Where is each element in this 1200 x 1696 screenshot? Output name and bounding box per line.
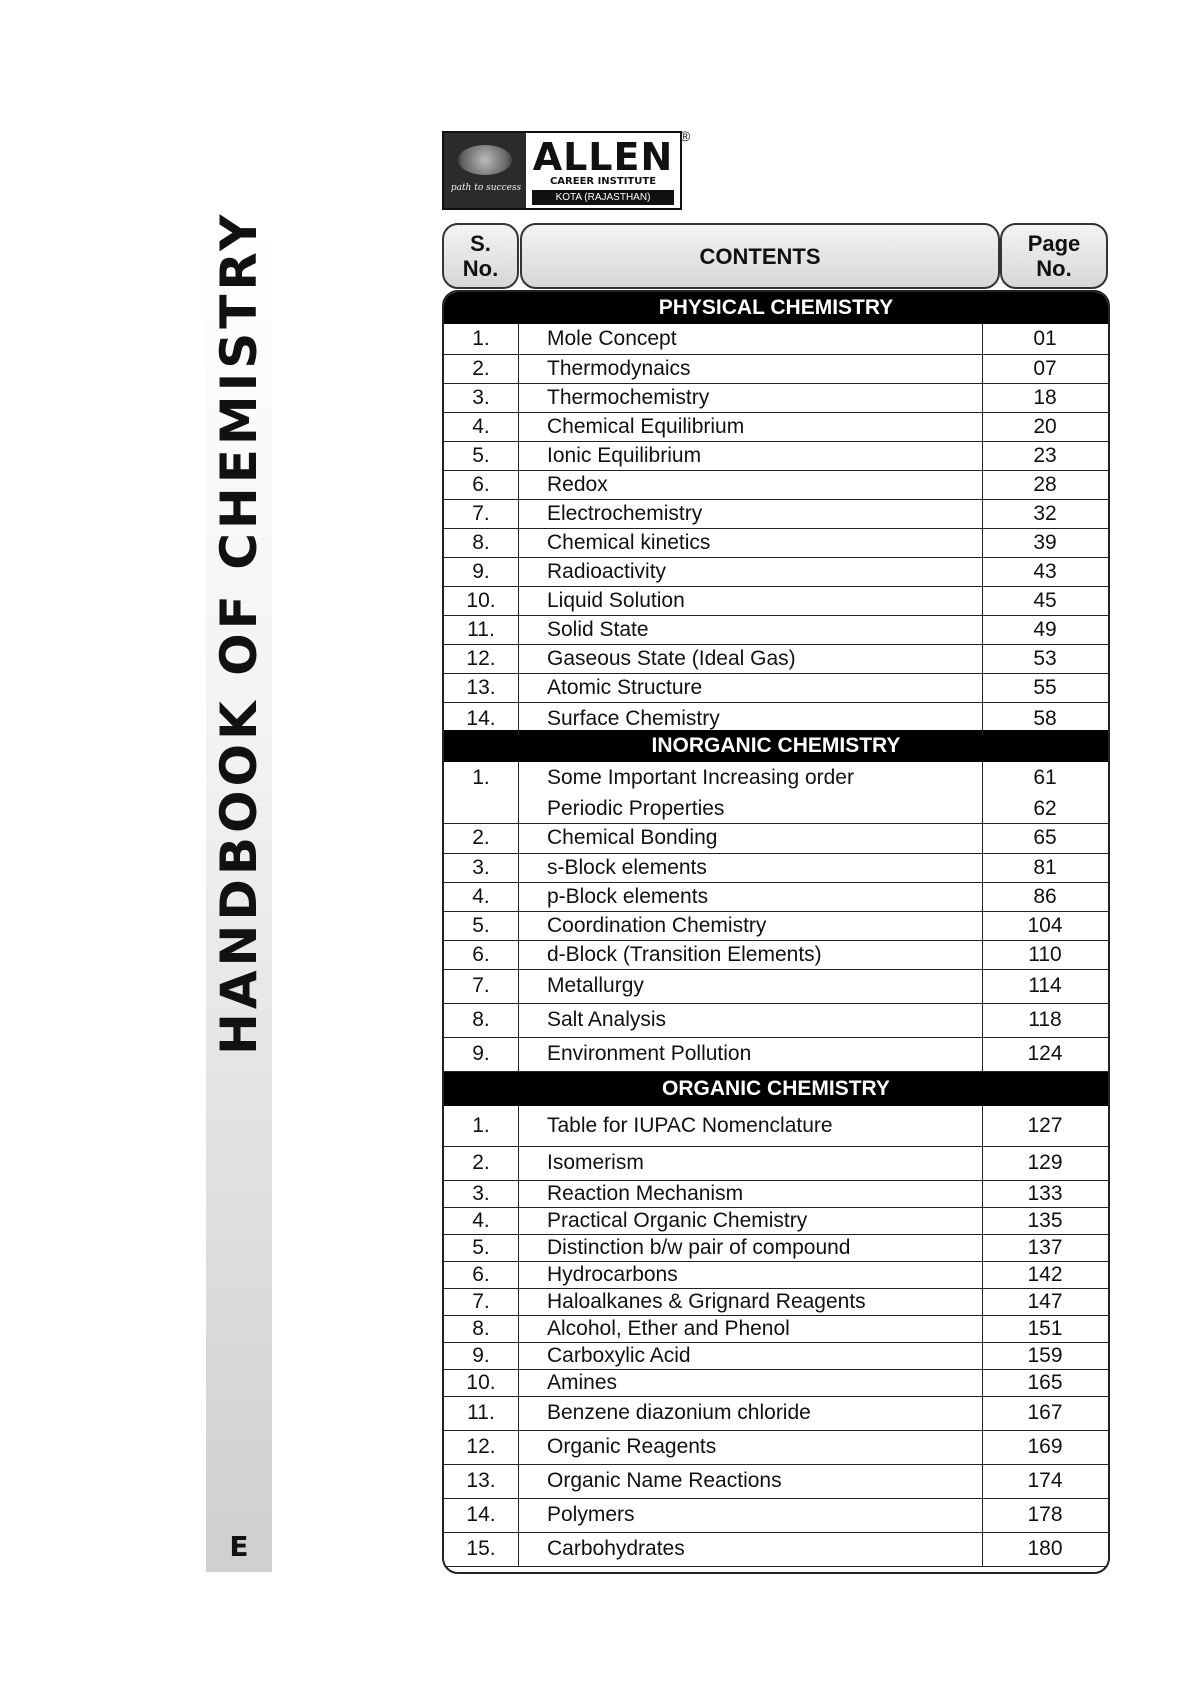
table-row [444,762,1108,794]
table-row [444,823,1108,854]
chapter-title: Carboxylic Acid [547,1344,691,1367]
page-number: 65 [1033,826,1057,849]
table-row [444,1288,1108,1316]
edition-letter: E [229,1530,249,1563]
header-contents [520,223,1000,289]
column-divider [518,324,519,735]
serial-number: 11. [467,1401,495,1424]
table-row [444,1146,1108,1181]
serial-number: 9. [472,560,490,583]
chapter-title: Radioactivity [547,560,667,583]
table-row [444,1106,1108,1147]
serial-number: 7. [472,1290,490,1313]
table-row [444,1207,1108,1235]
serial-number: 8. [472,1317,490,1340]
column-divider [982,324,983,735]
table-row [444,499,1108,529]
serial-number: 1. [472,766,490,789]
serial-number: 1. [472,1114,490,1137]
chapter-title: p-Block elements [547,885,709,908]
page-number: 01 [1033,327,1057,350]
chapter-title: d-Block (Transition Elements) [547,943,822,966]
page-number: 129 [1027,1151,1063,1174]
table-row [444,586,1108,616]
page-number: 86 [1033,885,1057,908]
chapter-title: Ionic Equilibrium [547,444,702,467]
chapter-title: Chemical kinetics [547,531,711,554]
table-row [444,853,1108,883]
page-number: 23 [1033,444,1057,467]
chapter-title: Distinction b/w pair of compound [547,1236,851,1259]
chapter-title: Electrochemistry [547,502,703,525]
table-row [444,673,1108,703]
table-row [444,1234,1108,1262]
logo-emblem-panel [444,133,526,208]
serial-number: 10. [466,1371,496,1394]
table-row [444,528,1108,558]
table-row [444,383,1108,413]
chapter-title: Salt Analysis [547,1008,667,1031]
table-row [444,1180,1108,1208]
chapter-title: Periodic Properties [547,797,725,820]
table-row [444,324,1108,355]
book-title: HANDBOOK OF CHEMISTRY [210,210,268,1055]
serial-number: 8. [472,531,490,554]
serial-number: 7. [472,502,490,525]
chapter-title: Table for IUPAC Nomenclature [547,1114,833,1137]
serial-number: 13. [466,1469,496,1492]
allen-logo [442,131,682,210]
chapter-title: Coordination Chemistry [547,914,767,937]
table-row [444,1261,1108,1289]
column-divider [982,1106,983,1566]
chapter-title: s-Block elements [547,856,707,879]
chapter-title: Surface Chemistry [547,707,720,730]
serial-number: 9. [472,1042,490,1065]
page-number: 135 [1027,1209,1063,1232]
page-number: 39 [1033,531,1057,554]
table-row [444,882,1108,912]
table-row [444,1498,1108,1533]
serial-number: 4. [472,1209,490,1232]
page-number: 32 [1033,502,1057,525]
page-number: 104 [1027,914,1063,937]
page-number: 43 [1033,560,1057,583]
header-serial-label: S. No. [462,231,499,281]
page-number: 142 [1027,1263,1063,1286]
table-row [444,470,1108,500]
table-row [444,1315,1108,1343]
chapter-title: Mole Concept [547,327,677,350]
chapter-title: Carbohydrates [547,1537,685,1560]
chapter-title: Metallurgy [547,974,644,997]
chapter-title: Practical Organic Chemistry [547,1209,808,1232]
page-number: 53 [1033,647,1057,670]
table-row [444,969,1108,1004]
column-divider [982,762,983,1071]
page-number: 45 [1033,589,1057,612]
page-number: 169 [1027,1435,1063,1458]
table-row [444,1396,1108,1431]
page-number: 127 [1027,1114,1063,1137]
registered-mark: ® [680,128,691,144]
chapter-title: Thermodynaics [547,357,691,380]
chapter-title: Atomic Structure [547,676,703,699]
page-number: 20 [1033,415,1057,438]
logo-subtitle: CAREER INSTITUTE [549,176,657,187]
chapter-title: Gaseous State (Ideal Gas) [547,647,796,670]
section-header: PHYSICAL CHEMISTRY [444,292,1108,324]
serial-number: 15. [466,1537,496,1560]
page-number: 81 [1033,856,1057,879]
chapter-title: Environment Pollution [547,1042,752,1065]
serial-number: 12. [466,1435,496,1458]
chapter-title: Redox [547,473,608,496]
column-divider [518,1106,519,1566]
chapter-title: Liquid Solution [547,589,685,612]
page-number: 07 [1033,357,1057,380]
serial-number: 6. [472,1263,490,1286]
serial-number: 14. [466,707,496,730]
chapter-title: Polymers [547,1503,635,1526]
chapter-title: Some Important Increasing order [547,766,854,789]
chapter-title: Chemical Bonding [547,826,718,849]
column-divider [518,762,519,1071]
serial-number: 5. [472,914,490,937]
table-row [444,1037,1108,1072]
globe-icon [458,145,512,175]
page-number: 167 [1027,1401,1063,1424]
serial-number: 5. [472,1236,490,1259]
serial-number: 2. [472,1151,490,1174]
page-number: 28 [1033,473,1057,496]
serial-number: 14. [466,1503,496,1526]
page-number: 114 [1028,974,1062,997]
page-number: 159 [1027,1344,1063,1367]
serial-number: 7. [472,974,490,997]
table-row [444,794,1108,824]
serial-number: 13. [466,676,496,699]
page-number: 133 [1027,1182,1063,1205]
table-row [444,911,1108,941]
serial-number: 3. [472,1182,490,1205]
page-number: 55 [1033,676,1057,699]
table-row [444,615,1108,645]
table-row [444,644,1108,674]
chapter-title: Reaction Mechanism [547,1182,744,1205]
page-number: 178 [1027,1503,1063,1526]
table-row [444,1369,1108,1397]
serial-number: 6. [472,473,490,496]
serial-number: 4. [472,415,490,438]
contents-table [442,290,1110,1574]
table-row [444,1464,1108,1499]
chapter-title: Benzene diazonium chloride [547,1401,811,1424]
table-row [444,354,1108,384]
page-number: 61 [1033,766,1057,789]
chapter-title: Thermochemistry [547,386,710,409]
chapter-title: Haloalkanes & Grignard Reagents [547,1290,866,1313]
table-row [444,412,1108,442]
serial-number: 2. [472,826,490,849]
serial-number: 10. [466,589,496,612]
header-serial-number [442,223,519,289]
header-page-label: Page No. [1027,231,1081,281]
serial-number: 2. [472,357,490,380]
table-row [444,1430,1108,1465]
table-row [444,1532,1108,1567]
chapter-title: Isomerism [547,1151,644,1174]
serial-number: 1. [472,327,490,350]
page-number: 58 [1033,707,1057,730]
chapter-title: Organic Reagents [547,1435,717,1458]
chapter-title: Hydrocarbons [547,1263,678,1286]
chapter-title: Alcohol, Ether and Phenol [547,1317,790,1340]
logo-city: KOTA (RAJASTHAN) [532,190,674,205]
serial-number: 5. [472,444,490,467]
page-number: 165 [1027,1371,1063,1394]
page-number: 62 [1033,797,1057,820]
header-contents-label: CONTENTS [699,243,821,269]
header-page-number [1000,223,1108,289]
section-header: INORGANIC CHEMISTRY [444,730,1108,762]
serial-number: 8. [472,1008,490,1031]
table-row [444,557,1108,587]
page-number: 137 [1027,1236,1063,1259]
serial-number: 12. [466,647,496,670]
serial-number: 9. [472,1344,490,1367]
logo-name: ALLEN [532,135,674,179]
section-header: ORGANIC CHEMISTRY [444,1072,1108,1106]
table-row [444,1003,1108,1038]
page-number: 49 [1033,618,1057,641]
chapter-title: Solid State [547,618,649,641]
serial-number: 4. [472,885,490,908]
page-number: 118 [1028,1008,1062,1031]
table-row [444,441,1108,471]
table-row [444,940,1108,970]
chapter-title: Chemical Equilibrium [547,415,745,438]
page-number: 174 [1027,1469,1063,1492]
table-row [444,1342,1108,1370]
page-number: 147 [1027,1290,1063,1313]
page-number: 124 [1027,1042,1063,1065]
chapter-title: Amines [547,1371,618,1394]
page-number: 18 [1033,386,1057,409]
page-number: 180 [1027,1537,1063,1560]
serial-number: 6. [472,943,490,966]
serial-number: 11. [467,618,495,641]
page-number: 151 [1027,1317,1063,1340]
chapter-title: Organic Name Reactions [547,1469,782,1492]
logo-tagline: path to success [450,183,522,193]
serial-number: 3. [472,386,490,409]
page-number: 110 [1028,943,1062,966]
serial-number: 3. [472,856,490,879]
